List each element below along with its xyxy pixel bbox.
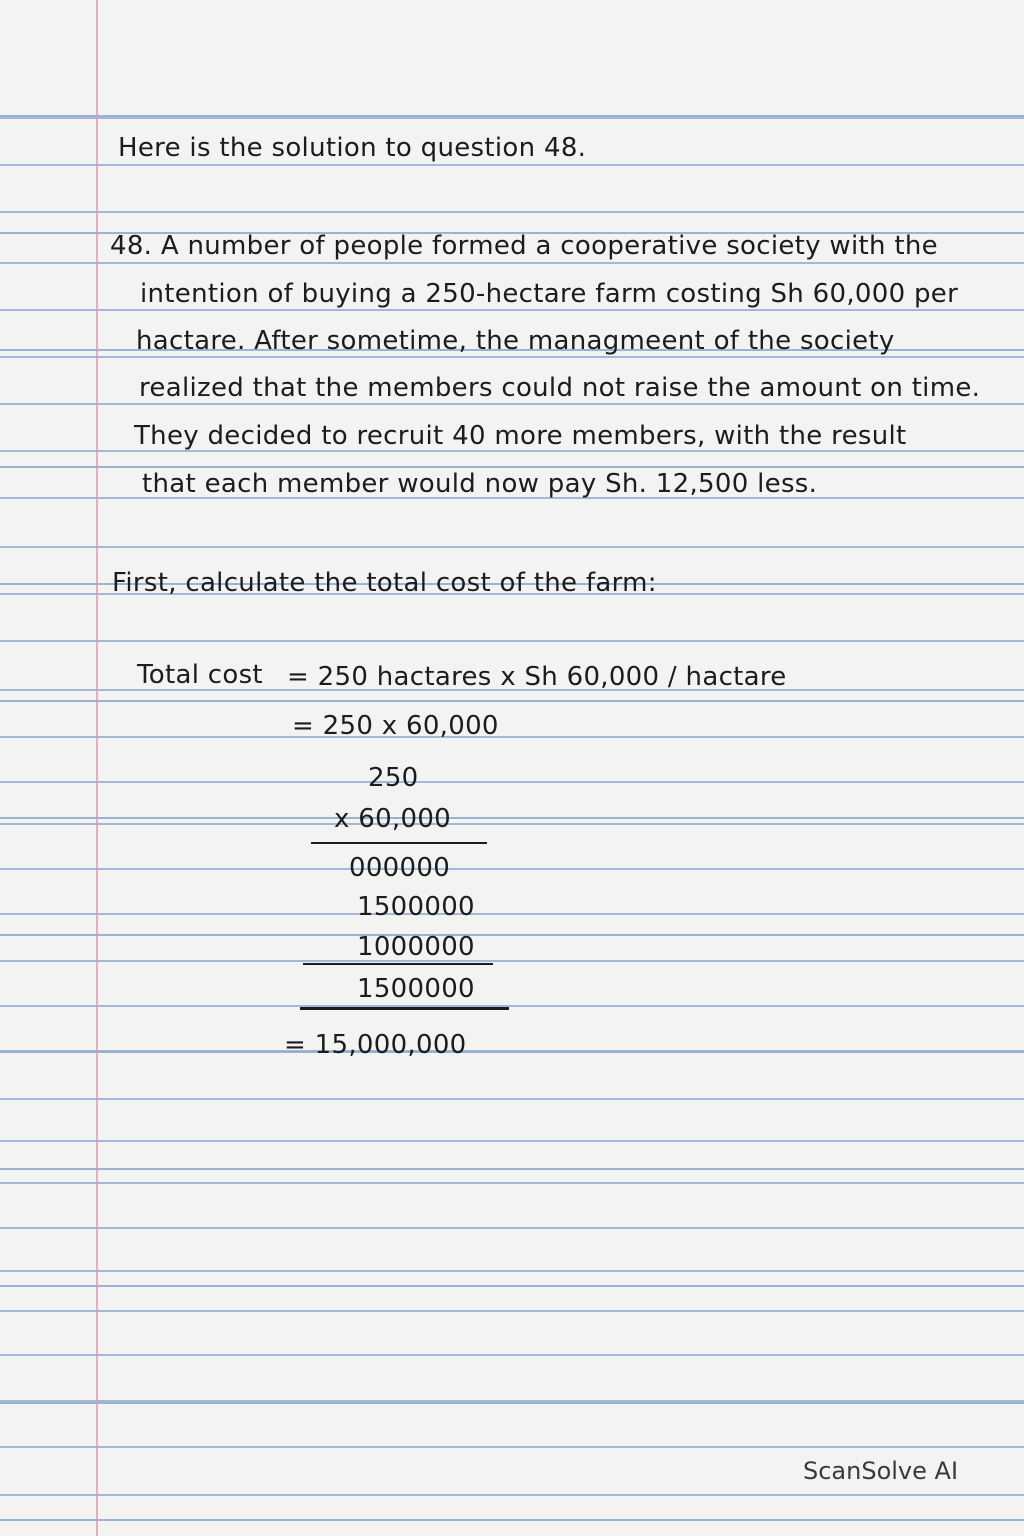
partial-product: 1000000 <box>357 932 475 962</box>
rule-line <box>0 1270 1024 1272</box>
rule-line <box>0 1227 1024 1229</box>
subtotal: 1500000 <box>357 974 475 1004</box>
rule-line <box>0 403 1024 405</box>
equation-line2: = 250 x 60,000 <box>292 711 499 741</box>
rule-line <box>0 211 1024 213</box>
question-line: 48. A number of people formed a cooperative society with the <box>110 231 938 261</box>
question-line: intention of buying a 250-hectare farm costing Sh 60,000 per <box>140 279 959 309</box>
rule-line <box>0 868 1024 870</box>
question-line: realized that the members could not raise the amount on time. <box>139 373 981 403</box>
question-line: They decided to recruit 40 more members, with the result <box>134 421 907 451</box>
equation-label: Total cost <box>137 660 263 690</box>
rule-line <box>0 1050 1024 1052</box>
multiplication-rule <box>311 842 487 844</box>
rule-line <box>0 1310 1024 1312</box>
rule-line <box>0 736 1024 738</box>
question-line: that each member would now pay Sh. 12,500 less. <box>142 469 818 499</box>
question-line: hactare. After sometime, the managmeent of the society <box>136 326 895 356</box>
rule-line <box>0 781 1024 783</box>
rule-line <box>0 1494 1024 1496</box>
rule-line <box>0 1182 1024 1184</box>
step-heading: First, calculate the total cost of the farm: <box>112 568 657 598</box>
rule-line <box>0 1354 1024 1356</box>
multiplier: x 60,000 <box>334 804 452 834</box>
rule-line <box>0 309 1024 311</box>
intro-text: Here is the solution to question 48. <box>118 133 587 163</box>
margin-line <box>96 0 98 1536</box>
rule-line <box>0 1400 1024 1402</box>
partial-product: 1500000 <box>357 892 475 922</box>
rule-line <box>0 913 1024 915</box>
rule-line <box>0 164 1024 166</box>
equation-rhs: = 250 hactares x Sh 60,000 / hactare <box>287 662 787 692</box>
final-result: = 15,000,000 <box>284 1030 467 1060</box>
rule-line <box>0 356 1024 358</box>
result-rule <box>300 1007 509 1010</box>
rule-line <box>0 1005 1024 1007</box>
rule-line <box>0 546 1024 548</box>
rule-line <box>0 1098 1024 1100</box>
rule-line <box>0 823 1024 825</box>
multiplicand: 250 <box>368 763 419 793</box>
rule-line <box>0 117 1024 119</box>
rule-line <box>0 262 1024 264</box>
rule-line <box>0 960 1024 962</box>
rule-line <box>0 640 1024 642</box>
brand-watermark: ScanSolve AI <box>803 1457 959 1485</box>
rule-line <box>0 1140 1024 1142</box>
rule-line <box>0 1446 1024 1448</box>
partial-product: 000000 <box>349 853 451 883</box>
sum-rule <box>303 963 493 965</box>
